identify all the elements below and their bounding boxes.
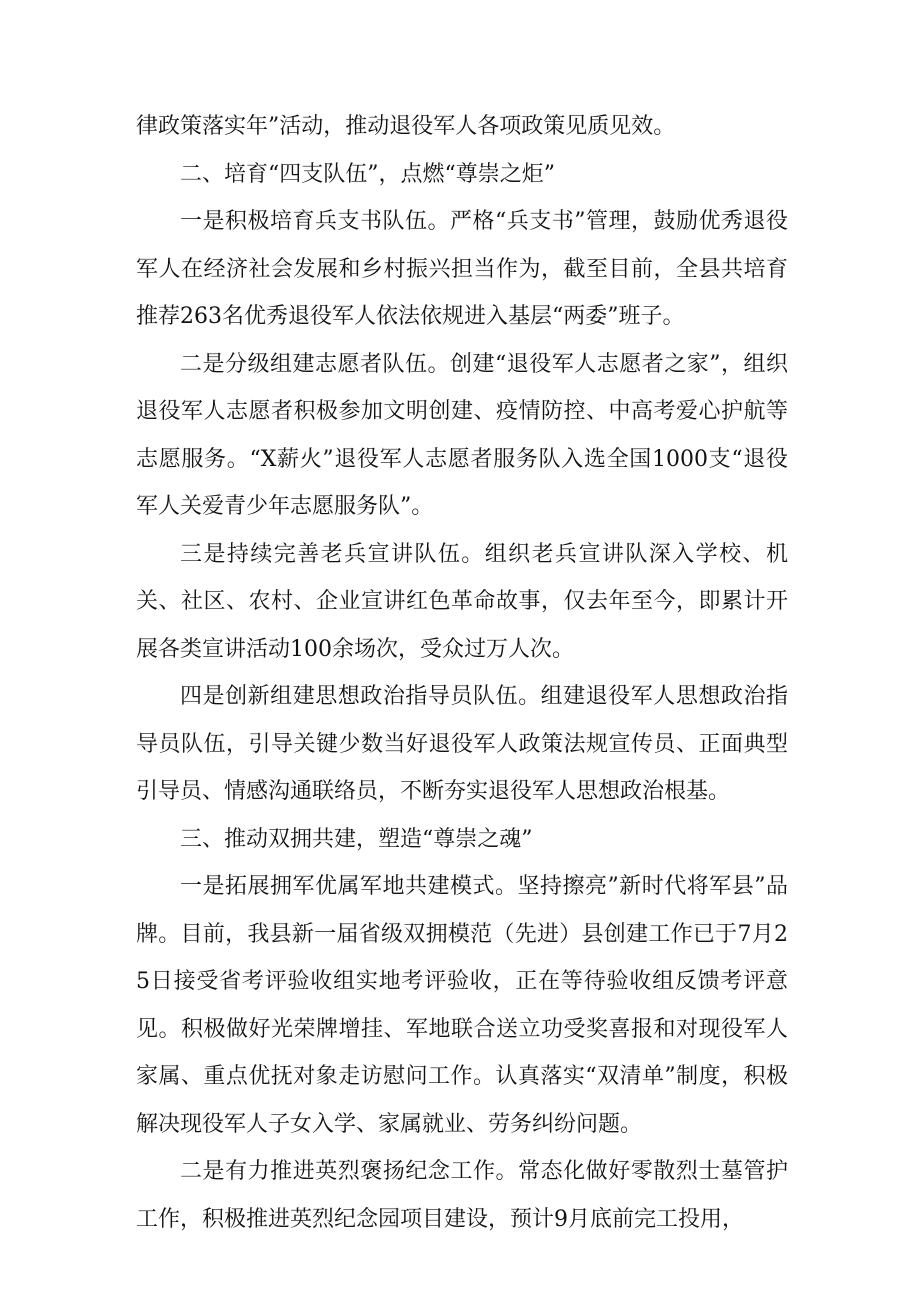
paragraph-policy-continuation: 律政策落实年”活动，推动退役军人各项政策见质见效。 (136, 114, 676, 139)
section-heading-three: 三、推动双拥共建，塑造“尊崇之魂” (180, 826, 533, 852)
paragraph-soldier-secretary: 一是积极培育兵支书队伍。严格“兵支书”管理，鼓励优秀退役军人在经济社会发展和乡村振兴担当作为，截至目前，全县共培育推荐263名优秀退役军人依法依规进入基层“两委”班子。 (136, 209, 788, 329)
paragraph-veteran-lecture: 三是持续完善老兵宣讲队伍。组织老兵宣讲队深入学校、机关、社区、农村、企业宣讲红色革命故事，仅去年至今，即累计开展各类宣讲活动100余场次，受众过万人次。 (136, 541, 788, 662)
paragraph-martyr-memorial: 二是有力推进英烈褒扬纪念工作。常态化做好零散烈士墓管护工作，积极推进英烈纪念园项目建设，预计9月底前完工投用， (136, 1159, 788, 1232)
paragraph-volunteer-team: 二是分级组建志愿者队伍。创建“退役军人志愿者之家”，组织退役军人志愿者积极参加文明创建、疫情防控、中高考爱心护航等志愿服务。“X薪火”退役军人志愿者服务队入选全国1000支“退役军人关爱青少年志愿服务队”。 (136, 351, 788, 519)
paragraph-political-instructor: 四是创新组建思想政治指导员队伍。组建退役军人思想政治指导员队伍，引导关键少数当好退役军人政策法规宣传员、正面典型引导员、情感沟通联络员，不断夯实退役军人思想政治根基。 (136, 684, 788, 804)
paragraph-military-support: 一是拓展拥军优属军地共建模式。坚持擦亮”新时代将军县”品牌。目前，我县新一届省级双拥模范（先进）县创建工作已于7月25日接受省考评验收组实地考评验收，正在等待验收组反馈考评意见。积极做好光荣牌增挂、军地联合送立功受奖喜报和对现役军人家属、重点优抚对象走访慰问工作。认真落实“双清单”制度，积极解决现役军人子女入学、家属就业、劳务纠纷问题。 (136, 874, 788, 1137)
section-heading-two: 二、培育“四支队伍”，点燃“尊崇之炬” (180, 161, 555, 187)
document-body (136, 103, 788, 1243)
